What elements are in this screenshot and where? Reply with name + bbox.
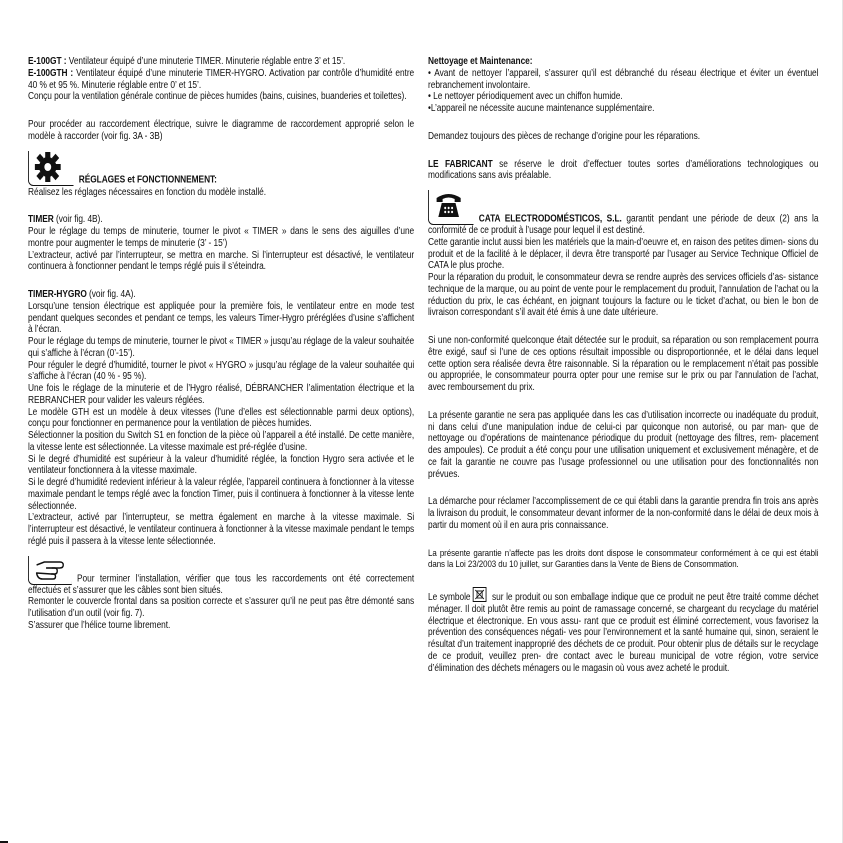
law-paragraph: La présente garantie n’affecte pas les droits dont dispose le consommateur conformément à ce qui est établi dans la Loi 23/2003 du 10 juillet, sur Garanties dans la Vente de Biens de Consommation. <box>428 547 819 570</box>
usage-paragraph: Conçu pour la ventilation générale continue de pièces humides (bains, cuisines, buanderies et toilettes). <box>28 91 407 103</box>
maintenance-heading-text: Nettoyage et Maintenance: <box>428 56 533 67</box>
settings-text: Réalisez les réglages nécessaires en fonction du modèle installé. <box>28 186 267 198</box>
final-check-paragraph-3: S’assurer que l’hélice tourne librement. <box>28 619 171 631</box>
weee-text: sur le produit ou son emballage indique que ce produit ne peut être traité comme déchet ménager. Il doit plutôt être remis au point de ramassage concerné, se chargeant du recyclage du matériel électrique et électronique. En vous assu- rant que ce produit est éliminé correctement, vous favorisez la prévention des conséquences négati- ves pour l’environnement et la santé humaine qui, sinon, seraient le résultat d’un traitement inapproprié des déchets de ce produit. Pour obtenir plus de détails sur le recyclage de ce produit, veuillez pren- dre contact avec le bureau municipal de votre région, votre service d’élimination des déchets ménagers ou le magasin où vous avez acheté le produit. <box>428 592 819 674</box>
maintenance-heading <box>428 56 818 68</box>
timer-paragraph-1: Pour le réglage du temps de minuterie, tourner le pivot « TIMER » dans le sens des aiguilles d’une montre pour augmenter le temps de minuterie (3’ - 15’) <box>28 226 415 249</box>
hygro-paragraph-6: Sélectionner la position du Switch S1 en fonction de la pièce où l’appareil a été installé. De cette manière, la vitesse lente est sélectionnée. La vitesse maximale est pré-réglée d’usine. <box>28 430 415 453</box>
hygro-paragraph-5: Le modèle GTH est un modèle à deux vitesses (l’une d’elles est sélectionnable parmi deux options), conçu pour fonctionner en permanence pour la ventilation de pièces humides. <box>28 406 415 430</box>
weee-prefix: Le symbole <box>428 592 471 603</box>
right-column <box>428 56 818 674</box>
timer-heading: TIMER <box>28 214 54 226</box>
hygro-paragraph-3: Pour réguler le degré d’humidité, tourner le pivot « HYGRO » jusqu’au réglage de la valeur souhaitée qui s’affiche à l’écran (40 % - 95 %). <box>28 359 415 383</box>
weee-paragraph <box>428 587 818 674</box>
hygro-paragraph-2: Pour le réglage du temps de minuterie, tourner le pivot « TIMER » jusqu’au réglage de la valeur souhaitée qui s’affiche à l’écran (0’-15’). <box>28 336 415 359</box>
warranty-label: CATA ELECTRODOMÉSTICOS, S.L. <box>478 213 622 225</box>
wiring-paragraph: Pour procéder au raccordement électrique, suivre le diagramme de raccordement approprié selon le modèle à raccorder (voir fig. 3A - 3B) <box>28 119 415 142</box>
model-e100gt <box>28 56 414 68</box>
manufacturer-paragraph <box>428 159 818 183</box>
gear-icon <box>28 151 74 186</box>
telephone-icon <box>428 190 474 225</box>
model-e100gth-label: E-100GTH : <box>28 67 74 79</box>
final-check-paragraph-1: Pour terminer l’installation, vérifier que tous les raccordements ont été correctement effectués et s’assurer que les câbles sont bien situés. <box>28 572 415 596</box>
final-check-block <box>28 556 414 597</box>
manufacturer-text: se réserve le droit d’effectuer toutes sortes d’améliorations technologiques ou modifications sans avis préalable. <box>428 158 819 182</box>
hygro-paragraph-1: Lorsqu’une tension électrique est appliquée pour la première fois, le ventilateur entre en mode test pendant quelques secondes et pendant ce temps, les valeurs Timer-Hygro préréglées d’usine s’affichent à l’écran. <box>28 300 415 336</box>
spare-parts-paragraph: Demandez toujours des pièces de rechange d’origine pour les réparations. <box>428 130 701 142</box>
hygro-paragraph-7: Si le degré d’humidité est supérieur à la valeur d’humidité réglée, la fonction Hygro sera activée et le ventilateur fonctionnera à la vitesse maximale. <box>28 453 415 477</box>
exclusion-paragraph: La présente garantie ne sera pas appliquée dans les cas d’utilisation incorrecte ou inadéquate du produit, ni dans celui d’une manipulation indue de celui-ci par quiconque non autorisé, ou par man- que de nettoyage ou d’opérations de maintenance périodique du produit (nettoyage des filtres, rem- placement des ampoules). Ce produit a été conçu pour une utilisation uniquement et exclusivement ménagère, et de ce fait la garantie ne couvre pas l’usage professionnel ou une utilisation pour des fonctionnalités non prévues. <box>428 409 819 480</box>
warranty-block <box>428 190 818 237</box>
maintenance-bullet-1: • Avant de nettoyer l’appareil, s’assurer qu’il est débranché du réseau électrique et éviter un éventuel rebranchement involontaire. <box>428 67 819 91</box>
timer-heading-line <box>28 214 414 226</box>
hygro-paragraph-4: Une fois le réglage de la minuterie et de l’Hygro réalisé, DÉBRANCHER l’alimentation électrique et la REBRANCHER pour valider les valeurs réglées. <box>28 383 415 406</box>
warranty-paragraph-2: Cette garantie inclut aussi bien les matériels que la main-d’oeuvre et, en raison des petites dimen- sions du produit et de la facilité à le déplacer, il devra être transporté par l’usager au Service Technique Officiel de CATA le plus proche. <box>428 236 819 272</box>
final-check-paragraph-2: Remonter le couvercle frontal dans sa position correcte et s’assurer qu’il ne peut pas être démonté sans l’utilisation d’un outil (voir fig. 7). <box>28 596 415 619</box>
manufacturer-label: LE FABRICANT <box>428 158 493 170</box>
hygro-heading: TIMER-HYGRO <box>28 289 87 300</box>
left-column <box>28 56 414 632</box>
model-e100gt-label: E-100GT : <box>28 56 67 67</box>
model-e100gt-text: Ventilateur équipé d’une minuterie TIMER. Minuterie réglable entre 3’ et 15’. <box>66 56 346 67</box>
hygro-paragraph-8: Si le degré d’humidité redevient inférieur à la valeur réglée, l’appareil continuera à fonctionner à la vitesse maximale pendant le temps réglé avec la fonction Timer, puis il continuera à fonctionner à la vitesse lente sélectionnée. <box>28 477 415 512</box>
model-e100gth <box>28 68 414 92</box>
warranty-paragraph-3: Pour la réparation du produit, le consommateur devra se rendre auprès des services officiels d’as- sistance technique de la marque, ou au point de vente pour le remplacement du produit, l’annulation de l’achat ou la réduction du prix, le cas échéant, en joignant toujours la facture ou le ticket d’achat, ou bien le bon de livraison correspondant s’il avait été émis à une date ultérieure. <box>428 272 819 319</box>
crossed-bin-icon <box>473 587 487 602</box>
timer-ref: (voir fig. 4B). <box>53 214 103 226</box>
maintenance-bullet-2: • Le nettoyer périodiquement avec un chiffon humide. <box>428 91 623 103</box>
settings-heading-row <box>28 151 414 187</box>
hygro-ref: (voir fig. 4A). <box>86 289 136 300</box>
timer-paragraph-2: L’extracteur, activé par l’interrupteur, se mettra en marche. Si l’interrupteur est désactivé, le ventilateur continuera à fonctionner pendant le temps réglé puis il s’éteindra. <box>28 249 415 273</box>
hygro-heading-line <box>28 289 414 301</box>
maintenance-bullet-3: •L’appareil ne nécessite aucune maintenance supplémentaire. <box>428 103 655 114</box>
warranty-text: garantit pendant une période de deux (2) ans la conformité de ce produit à l’usage pour lequel il est destiné. <box>428 213 819 236</box>
settings-heading: RÉGLAGES et FONCTIONNEMENT: <box>78 173 217 185</box>
pointing-hand-icon <box>28 556 72 585</box>
nonconformity-paragraph: Si une non-conformité quelconque était détectée sur le produit, sa réparation ou son remplacement pourra être exigé, sauf si l’une de ces options résultait impossible ou disproportionnée, et le délai dans lequel cette option sera réalisée devra être raisonnable. Si la réparation ou le remplacement n’était pas possible ou appropriée, le consommateur pourra opter pour une remise sur le prix ou par l’annulation de l’achat, avec remboursement du prix. <box>428 335 819 393</box>
hygro-paragraph-9: L’extracteur, activé par l’interrupteur, se mettra également en marche à la vitesse maximale. Si l’interrupteur est désactivé, le ventilateur continuera à fonctionner à la vitesse maximale pendant le temps réglé puis il passera à la vitesse lente sélectionnée. <box>28 512 415 547</box>
model-e100gth-text: Ventilateur équipé d’une minuterie TIMER-HYGRO. Activation par contrôle d’humidité entre 40 % et 95 %. Minuterie réglable entre 0’ et 15’. <box>28 67 415 91</box>
claim-paragraph: La démarche pour réclamer l’accomplissement de ce qui établi dans la garantie prendra fin trois ans après la livraison du produit, le consommateur devant informer de la non-conformité dans le délai de deux mois à partir du moment où il en aura pris connaissance. <box>428 496 819 531</box>
